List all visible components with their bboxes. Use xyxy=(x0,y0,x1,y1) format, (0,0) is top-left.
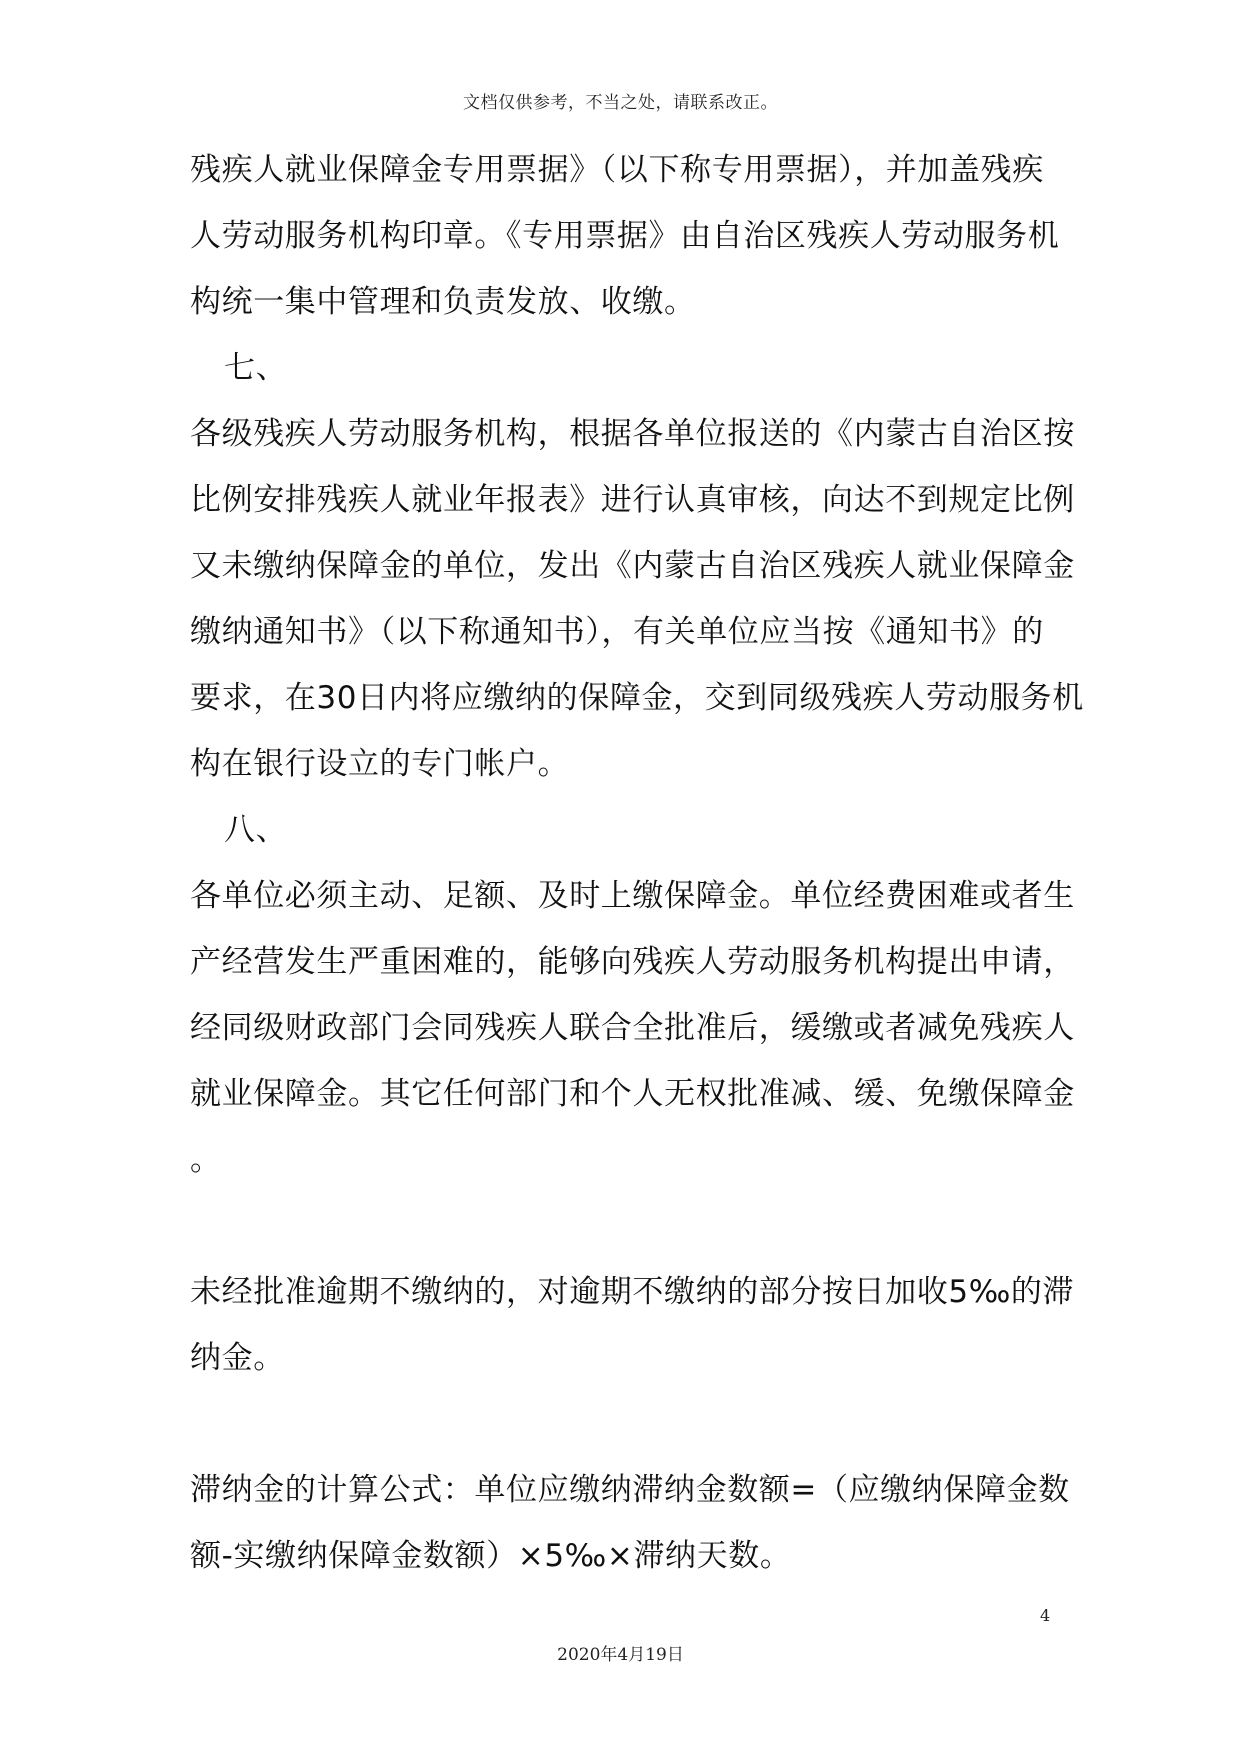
text-line: 纳金。 xyxy=(190,1340,285,1376)
document-body xyxy=(190,137,1084,1589)
text-line: 额-实缴纳保障金数额）×5‰×滞纳天数。 xyxy=(190,1538,792,1574)
text-line: 缴纳通知书》（以下称通知书），有关单位应当按《通知书》的 xyxy=(190,614,1044,650)
text-line: 产经营发生严重困难的，能够向残疾人劳动服务机构提出申请， xyxy=(190,944,1075,980)
text-line: 残疾人就业保障金专用票据》（以下称专用票据），并加盖残疾 xyxy=(190,152,1044,188)
blank-line xyxy=(190,1193,1050,1259)
text-line: 经同级财政部门会同残疾人联合全批准后，缓缴或者减免残疾人 xyxy=(190,1010,1075,1046)
text-line: 各级残疾人劳动服务机构，根据各单位报送的《内蒙古自治区按 xyxy=(190,416,1075,452)
text-line: 就业保障金。其它任何部门和个人无权批准减、缓、免缴保障金 xyxy=(190,1076,1075,1112)
text-line: 滞纳金的计算公式：单位应缴纳滞纳金数额=（应缴纳保障金数 xyxy=(190,1472,1070,1508)
header-note: 文档仅供参考，不当之处，请联系改正。 xyxy=(463,93,778,113)
section-heading-seven: 七、 xyxy=(224,350,288,386)
section-heading-eight: 八、 xyxy=(224,812,288,848)
page-number: 4 xyxy=(1040,1606,1051,1625)
text-line: 又未缴纳保障金的单位，发出《内蒙古自治区残疾人就业保障金 xyxy=(190,548,1075,584)
text-line: 比例安排残疾人就业年报表》进行认真审核，向达不到规定比例 xyxy=(190,482,1075,518)
text-line: 人劳动服务机构印章。《专用票据》由自治区残疾人劳动服务机 xyxy=(190,218,1060,254)
text-line: 各单位必须主动、足额、及时上缴保障金。单位经费困难或者生 xyxy=(190,878,1075,914)
footer-date: 2020年4月19日 xyxy=(557,1645,684,1665)
blank-line xyxy=(190,1391,1050,1457)
text-line: 。 xyxy=(190,1142,222,1178)
text-line: 要求，在30日内将应缴纳的保障金，交到同级残疾人劳动服务机 xyxy=(190,680,1084,716)
text-line: 构统一集中管理和负责发放、收缴。 xyxy=(190,284,696,320)
text-line: 未经批准逾期不缴纳的，对逾期不缴纳的部分按日加收5‰的滞 xyxy=(190,1274,1075,1310)
text-line: 构在银行设立的专门帐户。 xyxy=(190,746,570,782)
